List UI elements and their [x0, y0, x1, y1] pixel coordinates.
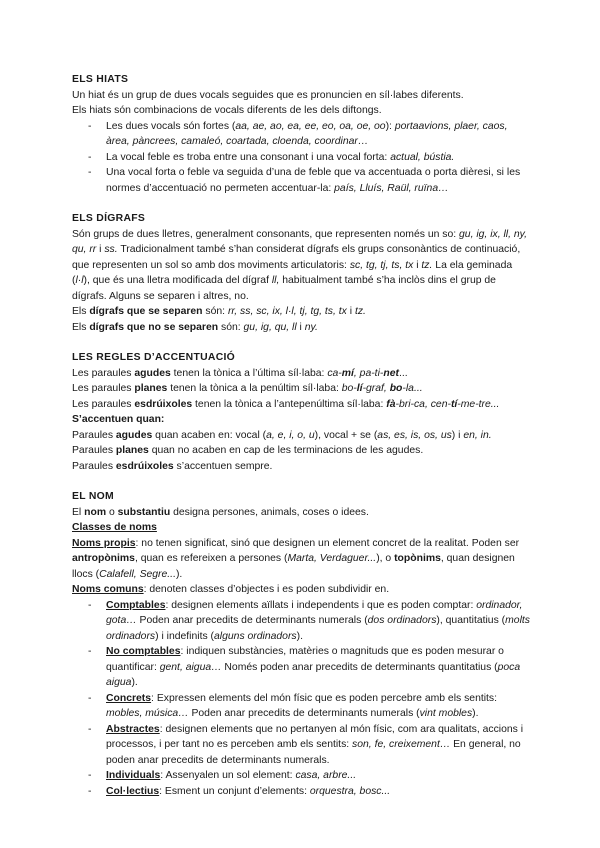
digrafs-no-separen: Els dígrafs que no se separen són: gu, ig, qu, ll i ny.: [72, 321, 318, 333]
accentuen-subtitle: S’accentuen quan:: [72, 414, 165, 425]
section-title-hiats: ELS HIATS: [72, 74, 129, 85]
hiats-list: [72, 119, 532, 197]
digrafs-separen: Els dígrafs que se separen són: rr, ss, sc, ix, l·l, tj, tg, ts, tx i tz.: [72, 306, 366, 317]
list-item: - Abstractes: designen elements que no pertanyen al món físic, com ara qualitats, accions i processos, i per tant no es perceben amb els sentits: son, fe, creixement… En general, no poden anar precedits de determinants numerals.: [72, 722, 532, 769]
list-item: - Una vocal forta o feble va seguida d’una de feble que va accentuada o porta dièresi, si les normes d’accentuació no permeten accentuar-la: país, Lluís, Raül, ruïna…: [72, 165, 532, 196]
noms-comuns-list: [72, 598, 532, 800]
list-item: - Les dues vocals són fortes (aa, ae, ao, ea, ee, eo, oa, oe, oo): portaavions, plaer, caos, àrea, pàncrees, camaleó, coartada, cloenda, coordinar…: [72, 119, 532, 150]
regla-planes: Les paraules planes tenen la tònica a la penúltim síl·laba: bo-lí-graf, bo-la...: [72, 383, 423, 394]
list-item: - Concrets: Expressen elements del món físic que es poden percebre amb els sentits: mobles, música… Poden anar precedits de determinants numerals (vint mobles).: [72, 691, 532, 722]
list-item: - No comptables: indiquen substàncies, matèries o magnituds que es poden mesurar o quantificar: gent, aigua… Només poden anar precedits de determinants quantitatius (poca aigua).: [72, 644, 532, 691]
noms-propis: Noms propis: no tenen significat, sinó que designen un element concret de la realitat. Poden ser antropònims, quan es refereixen a persones (Marta, Verdaguer...), o topònims, quan designen llocs (Calafell, Segre...).: [72, 537, 520, 580]
list-item: - Comptables: designen elements aïllats i independents i que es poden comptar: ordinador, gota… Poden anar precedits de determinants numerals (dos ordinadors), quantitatius (molts ordinadors) i indefinits (alguns ordinadors).: [72, 598, 532, 645]
regla-esdruixoles: Les paraules esdrúixoles tenen la tònica a l’antepenúltima síl·laba: fà-bri-ca, cen-tí-me-tre...: [72, 398, 500, 410]
hiats-intro-1: Un hiat és un grup de dues vocals seguides que es pronuncien en síl·labes diferents.: [72, 89, 464, 101]
list-item: - Col·lectius: Esment un conjunt d’elements: orquestra, bosc...: [72, 784, 532, 800]
section-title-nom: EL NOM: [72, 491, 115, 502]
regla-agudes: Les paraules agudes tenen la tònica a l’última síl·laba: ca-mí, pa-ti-net...: [72, 367, 408, 379]
list-item: - Individuals: Assenyalen un sol element: casa, arbre...: [72, 768, 532, 784]
document-page: [72, 72, 532, 799]
accentuen-esdruixoles: Paraules esdrúixoles s’accentuen sempre.: [72, 460, 273, 472]
classes-heading: Classes de noms: [72, 522, 157, 533]
noms-comuns: Noms comuns: denoten classes d’objectes i es poden subdividir en.: [72, 584, 390, 595]
accentuen-planes: Paraules planes quan no acaben en cap de les terminacions de les agudes.: [72, 445, 424, 456]
digrafs-paragraph: Són grups de dues lletres, generalment consonants, que representen només un so: gu, ig, ix, ll, ny, qu, rr i ss. Tradicionalment també s’han considerat dígrafs els grups consonàntics de continuació, que representen un sol so amb dos moviments articulatoris: sc, tg, tj, ts, tx i tz. La ela geminada (l·l), que és una lletra modificada del dígraf ll, habitualment també s’ha inclòs dins el grup de dígrafs. Alguns se separen i altres, no.: [72, 228, 527, 302]
hiats-intro-2: Els hiats són combinacions de vocals diferents de les dels diftongs.: [72, 105, 382, 116]
section-title-digrafs: ELS DÍGRAFS: [72, 213, 146, 224]
accentuen-agudes: Paraules agudes quan acaben en: vocal (a, e, i, o, u), vocal + se (as, es, is, os, us) i en, in.: [72, 429, 492, 441]
nom-definition: El nom o substantiu designa persones, animals, coses o idees.: [72, 506, 369, 518]
list-item: - La vocal feble es troba entre una consonant i una vocal forta: actual, bústia.: [72, 150, 532, 166]
section-title-regles: LES REGLES D’ACCENTUACIÓ: [72, 352, 236, 363]
